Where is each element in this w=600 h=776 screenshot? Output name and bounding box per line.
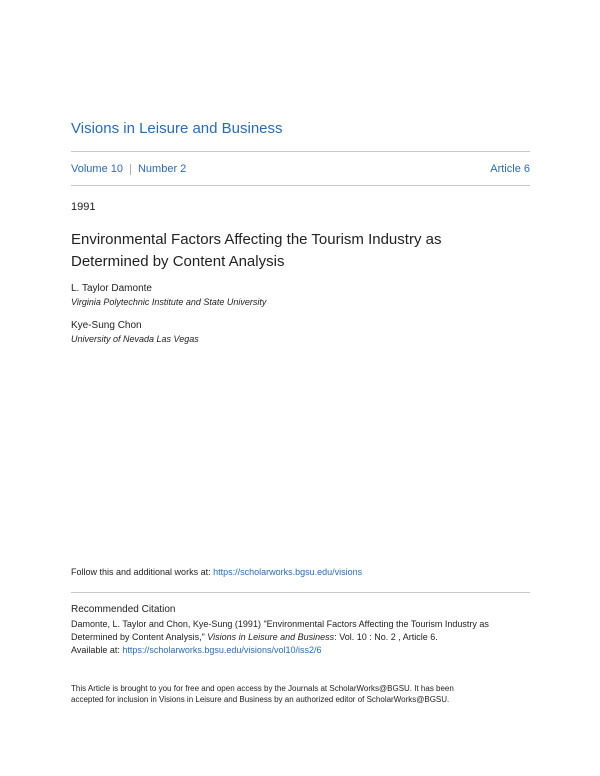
author-name-2: Kye-Sung Chon (71, 320, 142, 331)
issue-separator (130, 164, 131, 175)
article-title (71, 229, 530, 273)
article-title-line-2: Determined by Content Analysis (71, 253, 285, 270)
citation-line-2-suffix: : Vol. 10 : No. 2 , Article 6. (334, 632, 438, 642)
citation-line-1: Damonte, L. Taylor and Chon, Kye-Sung (1991) "Environmental Factors Affecting the Tourism Industry as (71, 619, 489, 629)
author-name-1: L. Taylor Damonte (71, 283, 152, 294)
issue-divider (71, 185, 530, 186)
access-notice-line-1: This Article is brought to you for free and open access by the Journals at ScholarWorks@BGSU. It has been (71, 684, 454, 693)
article-number-link[interactable]: Article 6 (490, 163, 530, 175)
journal-title-link[interactable] (71, 120, 283, 137)
volume-link[interactable]: Volume 10 (71, 163, 123, 175)
author-affiliation-1: Virginia Polytechnic Institute and State University (71, 297, 267, 307)
citation-line-2 (71, 631, 530, 644)
citation-block (71, 618, 530, 657)
follow-link[interactable]: https://scholarworks.bgsu.edu/visions (213, 567, 363, 577)
follow-line (71, 567, 362, 577)
citation-available-line (71, 644, 530, 657)
access-notice-line-2: accepted for inclusion in Visions in Leisure and Business by an authorized editor of ScholarWorks@BGSU. (71, 695, 450, 704)
publication-year: 1991 (71, 201, 96, 213)
journal-title-text[interactable]: Visions in Leisure and Business (71, 120, 283, 137)
citation-journal: Visions in Leisure and Business (207, 632, 335, 642)
citation-line-2-prefix: Determined by Content Analysis," (71, 632, 208, 642)
issue-number-link[interactable]: Number 2 (137, 163, 187, 175)
article-title-line-1: Environmental Factors Affecting the Tourism Industry as (71, 231, 442, 248)
follow-prefix: Follow this and additional works at: (71, 567, 214, 577)
available-link[interactable]: https://scholarworks.bgsu.edu/visions/vol10/iss2/6 (122, 645, 322, 655)
citation-divider (71, 592, 530, 593)
issue-info-row (71, 163, 530, 175)
top-divider (71, 151, 530, 152)
access-notice (71, 683, 530, 705)
recommended-citation-heading: Recommended Citation (71, 604, 176, 615)
author-affiliation-2: University of Nevada Las Vegas (71, 334, 199, 344)
available-prefix: Available at: (71, 645, 123, 655)
